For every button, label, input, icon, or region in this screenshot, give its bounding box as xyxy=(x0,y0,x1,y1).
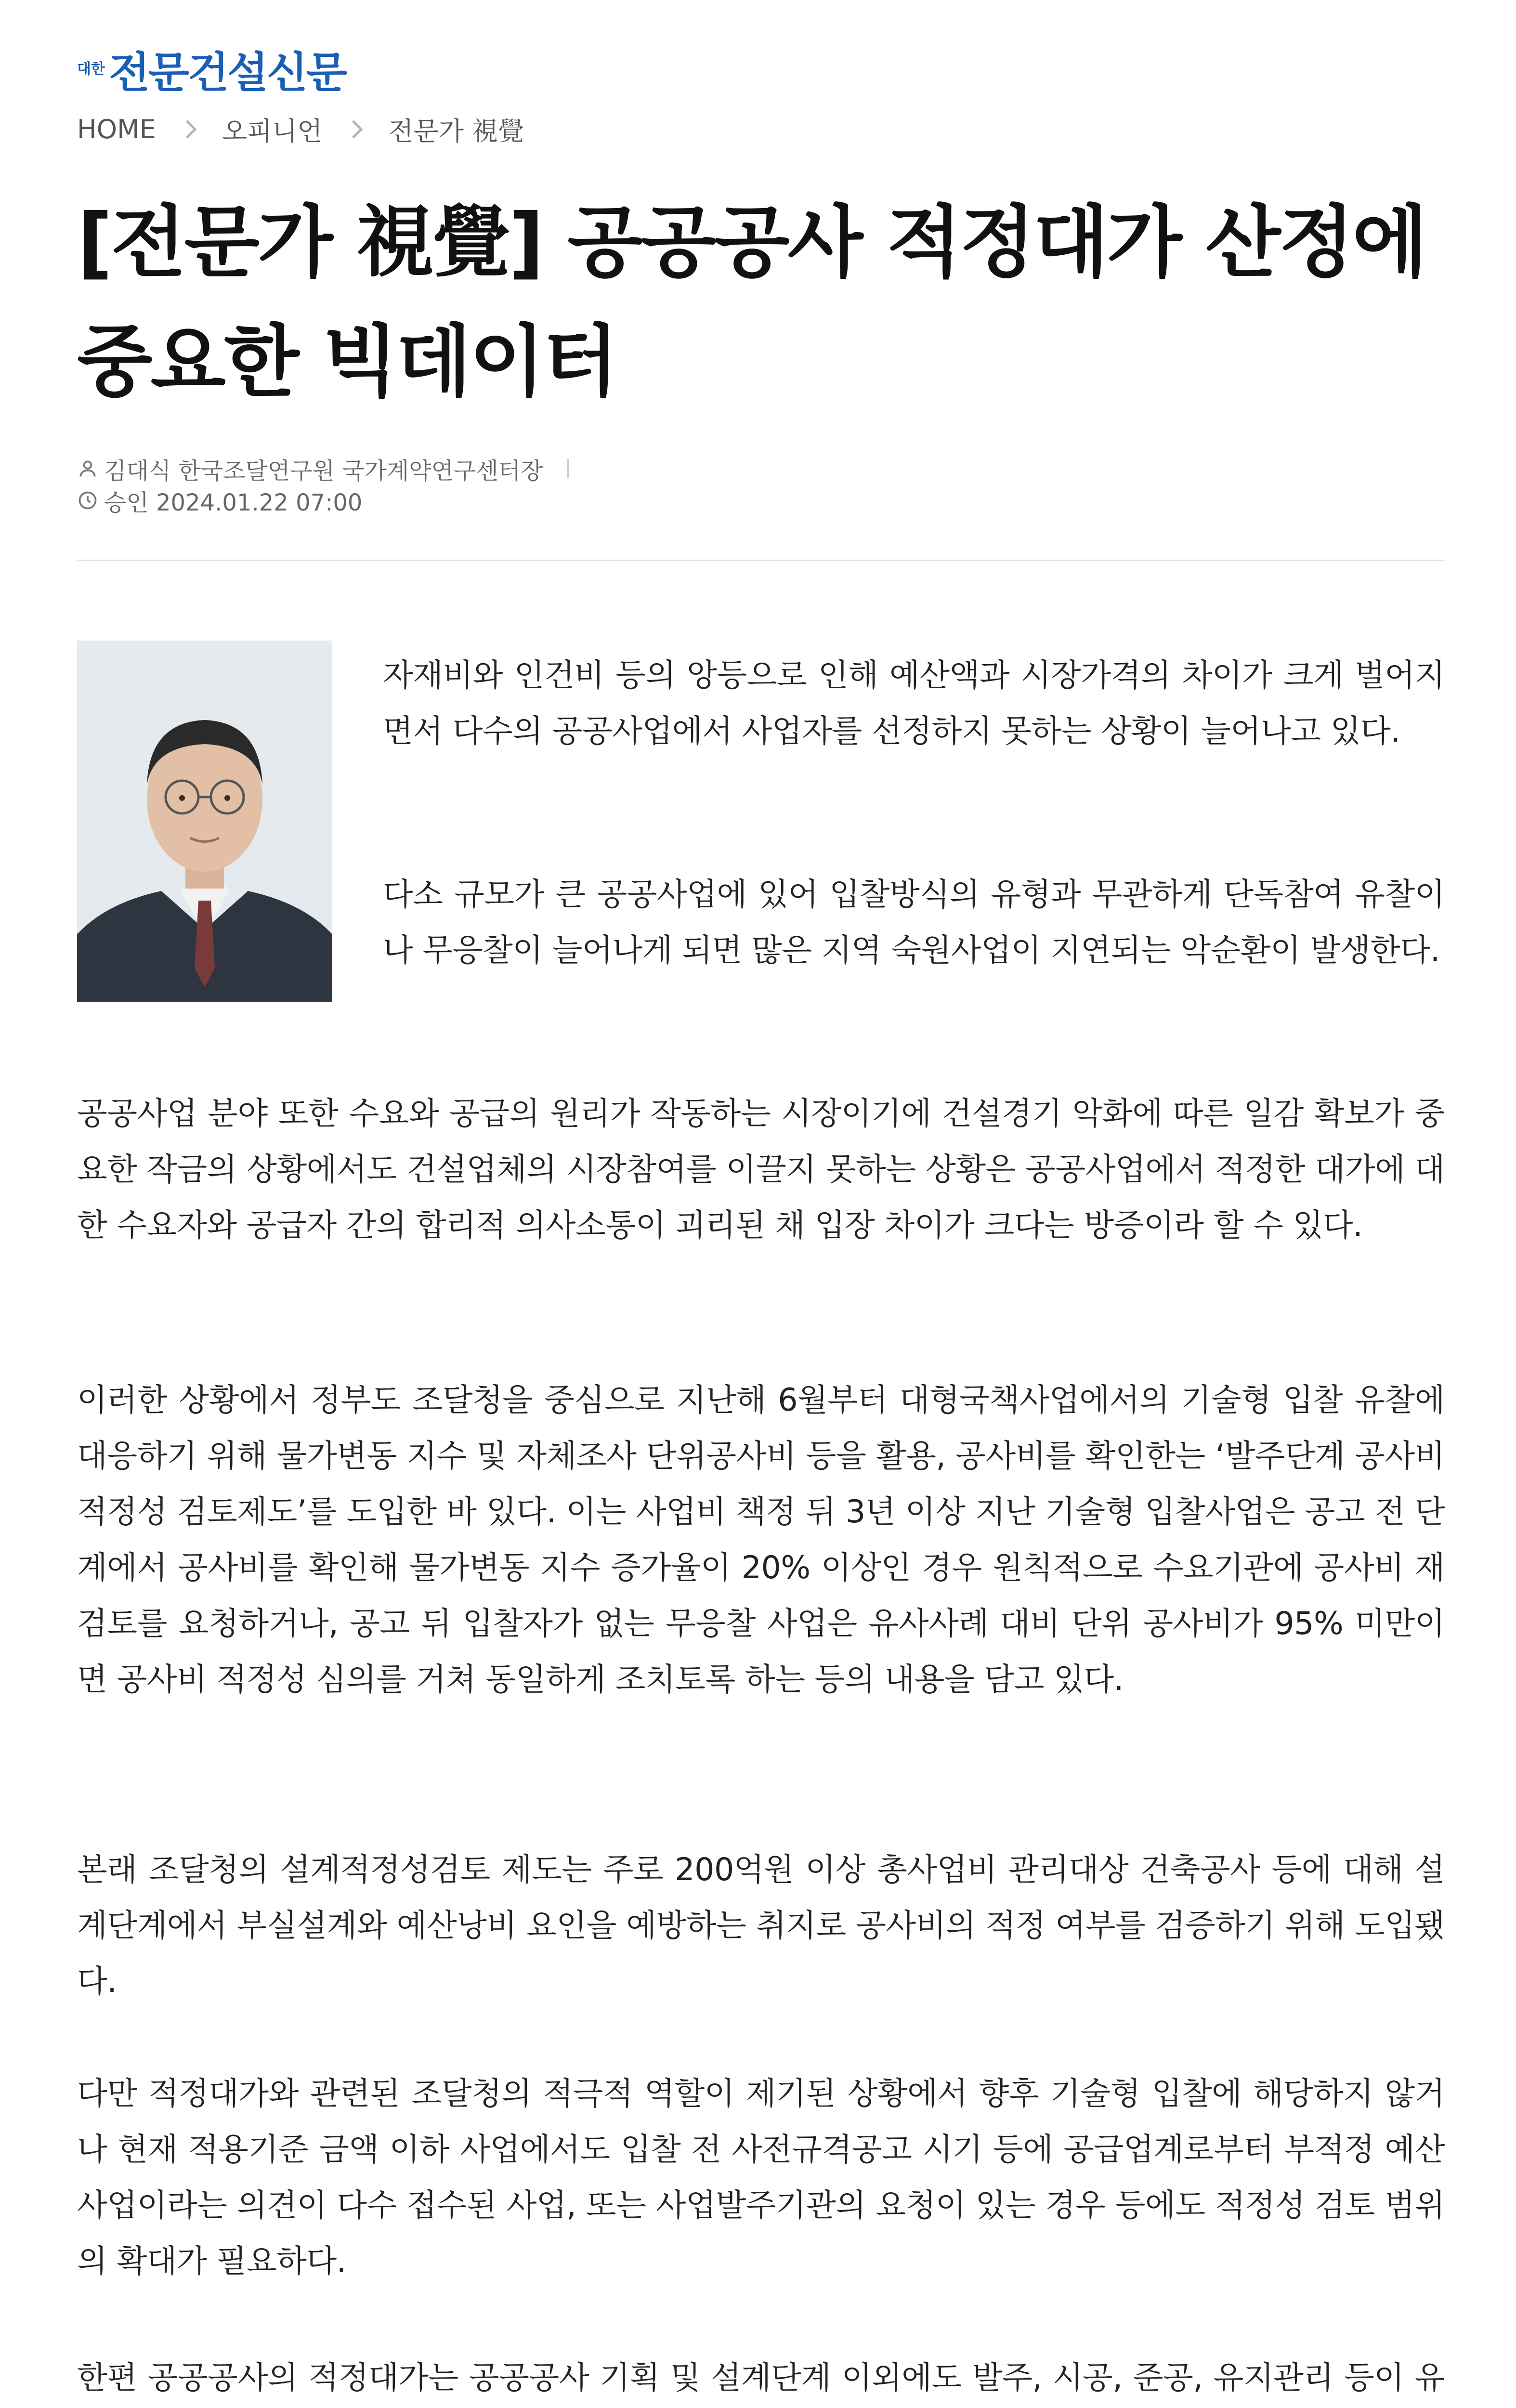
site-logo[interactable] xyxy=(77,46,346,99)
approved-date: 승인 2024.01.22 07:00 xyxy=(104,489,363,516)
meta-divider xyxy=(567,459,569,478)
breadcrumb-opinion[interactable]: 오피니언 xyxy=(222,116,323,146)
article-title-line1: [전문가 視覺] 공공공사 적정대가 산정에 xyxy=(77,197,1426,288)
article-paragraph: 자재비와 인건비 등의 앙등으로 인해 예산액과 시장가격의 차이가 크게 벌어지면서 다수의 공공사업에서 사업자를 선정하지 못하는 상황이 늘어나고 있다. xyxy=(383,657,1445,749)
chevron-right-icon xyxy=(178,120,196,138)
article-paragraph: 한편 공공공사의 적정대가는 공공공사 기획 및 설계단계 이외에도 발주, 시공, 준공, 유지관리 등이 유 xyxy=(77,2360,1445,2396)
breadcrumb-home[interactable]: HOME xyxy=(77,114,156,144)
breadcrumb-expert-view[interactable]: 전문가 視覺 xyxy=(388,116,524,146)
approved-row xyxy=(77,484,569,516)
header-divider xyxy=(77,560,1445,561)
article-paragraph: 다만 적정대가와 관련된 조달청의 적극적 역할이 제기된 상황에서 향후 기술형 입찰에 해당하지 않거나 현재 적용기준 금액 이하 사업에서도 입찰 전 사전규격공고 시기 등에 공급업계로부터 부적정 예산사업이라는 의견이 다수 접수된 사업, 또는 사업발주기관의 요청이 있는 경우 등에도 적정성 검토 범위의 확대가 필요하다. xyxy=(77,2076,1445,2279)
logo-small-text: 대한 xyxy=(77,61,105,78)
article-paragraph: 다소 규모가 큰 공공사업에 있어 입찰방식의 유형과 무관하게 단독참여 유찰이나 무응찰이 늘어나게 되면 많은 지역 숙원사업이 지연되는 악순환이 발생한다. xyxy=(383,877,1445,968)
article-paragraph: 이러한 상황에서 정부도 조달청을 중심으로 지난해 6월부터 대형국책사업에서의 기술형 입찰 유찰에 대응하기 위해 물가변동 지수 및 자체조사 단위공사비 등을 활용, 공사비를 확인한는 ‘발주단계 공사비 적정성 검토제도’를 도입한 바 있다. 이는 사업비 책정 뒤 3년 이상 지난 기술형 입찰사업은 공고 전 단계에서 공사비를 확인해 물가변동 지수 증가율이 20% 이상인 경우 원칙적으로 수요기관에 공사비 재검토를 요청하거나, 공고 뒤 입찰자가 없는 무응찰 사업은 유사사례 대비 단위 공사비가 95% 미만이면 공사비 적정성 심의를 거쳐 동일하게 조치토록 하는 등의 내용을 담고 있다. xyxy=(77,1382,1445,1698)
byline-row xyxy=(77,453,569,484)
byline: 김대식 한국조달연구원 국가계약연구센터장 xyxy=(104,457,543,484)
breadcrumb xyxy=(77,110,524,148)
chevron-right-icon xyxy=(345,120,363,138)
logo-main-text: 전문건설신문 xyxy=(108,48,346,97)
article-title xyxy=(77,183,1445,422)
article-meta xyxy=(77,453,569,516)
author-photo xyxy=(77,641,332,1002)
clock-icon xyxy=(77,490,98,511)
article-paragraph: 공공사업 분야 또한 수요와 공급의 원리가 작동하는 시장이기에 건설경기 악화에 따른 일감 확보가 중요한 작금의 상황에서도 건설업체의 시장참여를 이끌지 못하는 상황은 공공사업에서 적정한 대가에 대한 수요자와 공급자 간의 합리적 의사소통이 괴리된 채 입장 차이가 크다는 방증이라 할 수 있다. xyxy=(77,1096,1445,1243)
article-title-line2: 중요한 빅데이터 xyxy=(77,317,616,407)
author-portrait-image xyxy=(77,641,332,1002)
person-icon xyxy=(77,458,98,479)
article-paragraph: 본래 조달청의 설계적정성검토 제도는 주로 200억원 이상 총사업비 관리대상 건축공사 등에 대해 설계단계에서 부실설계와 예산낭비 요인을 예방하는 취지로 공사비의 적정 여부를 검증하기 위해 도입됐다. xyxy=(77,1852,1445,2000)
